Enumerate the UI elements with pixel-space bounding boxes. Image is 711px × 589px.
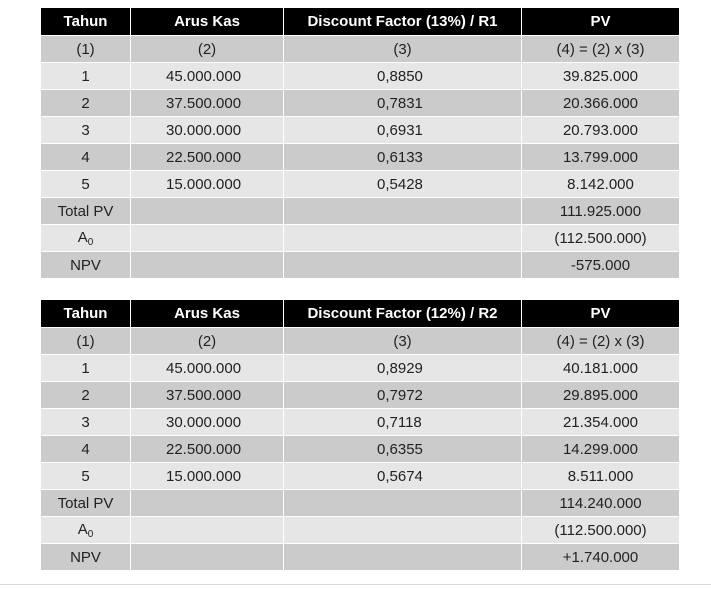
- cell-tahun: 1: [41, 63, 131, 90]
- table-row: [41, 382, 680, 409]
- cell-arus-kas: 22.500.000: [131, 436, 284, 463]
- table-row: [41, 436, 680, 463]
- cell-tahun: 1: [41, 355, 131, 382]
- cell-discount-factor: 0,8929: [284, 355, 522, 382]
- cell-pv: 8.511.000: [522, 463, 680, 490]
- divider-line: [0, 584, 711, 585]
- cell-tahun: 3: [41, 117, 131, 144]
- cell-arus-kas: 37.500.000: [131, 90, 284, 117]
- table-row: [41, 409, 680, 436]
- cell-pv: 13.799.000: [522, 144, 680, 171]
- cell-arus-kas: 30.000.000: [131, 117, 284, 144]
- a0-subscript: 0: [87, 236, 94, 248]
- empty-cell: [284, 490, 522, 517]
- cell-discount-factor: 0,5674: [284, 463, 522, 490]
- cell-pv: 29.895.000: [522, 382, 680, 409]
- cell-discount-factor: 0,6931: [284, 117, 522, 144]
- a0-value: (112.500.000): [522, 225, 680, 252]
- table-row: [41, 117, 680, 144]
- total-pv-row: [41, 490, 680, 517]
- header-pv: PV: [522, 8, 680, 36]
- cell-discount-factor: 0,5428: [284, 171, 522, 198]
- a0-letter: A: [77, 520, 88, 538]
- cell-discount-factor: 0,6355: [284, 436, 522, 463]
- empty-cell: [284, 252, 522, 279]
- cell-discount-factor: 0,8850: [284, 63, 522, 90]
- empty-cell: [284, 198, 522, 225]
- cell-pv: 39.825.000: [522, 63, 680, 90]
- index-row: [41, 36, 680, 63]
- header-arus-kas: Arus Kas: [131, 8, 284, 36]
- table-row: [41, 171, 680, 198]
- a0-label: [41, 517, 131, 544]
- cell-tahun: 2: [41, 382, 131, 409]
- total-pv-value: 111.925.000: [522, 198, 680, 225]
- cell-pv: 14.299.000: [522, 436, 680, 463]
- cell-arus-kas: 15.000.000: [131, 463, 284, 490]
- table-row: [41, 63, 680, 90]
- empty-cell: [131, 198, 284, 225]
- header-pv: PV: [522, 300, 680, 328]
- cell-tahun: 5: [41, 463, 131, 490]
- cell: (3): [284, 36, 522, 63]
- cell: (1): [41, 36, 131, 63]
- index-row: [41, 328, 680, 355]
- table-row: [41, 90, 680, 117]
- a0-row: [41, 225, 680, 252]
- cell: (1): [41, 328, 131, 355]
- npv-row: [41, 544, 680, 571]
- total-pv-label: Total PV: [41, 198, 131, 225]
- a0-letter: A: [77, 228, 88, 246]
- a0-value: (112.500.000): [522, 517, 680, 544]
- cell-arus-kas: 45.000.000: [131, 355, 284, 382]
- empty-cell: [131, 225, 284, 252]
- cell-discount-factor: 0,6133: [284, 144, 522, 171]
- header-discount-factor: Discount Factor (13%) / R1: [284, 8, 522, 36]
- cell-arus-kas: 22.500.000: [131, 144, 284, 171]
- cell-tahun: 3: [41, 409, 131, 436]
- cell-arus-kas: 45.000.000: [131, 63, 284, 90]
- a0-subscript: 0: [87, 528, 94, 540]
- cell-pv: 40.181.000: [522, 355, 680, 382]
- cell-arus-kas: 37.500.000: [131, 382, 284, 409]
- table-row: [41, 144, 680, 171]
- cell-pv: 21.354.000: [522, 409, 680, 436]
- npv-value: -575.000: [522, 252, 680, 279]
- table-row: [41, 355, 680, 382]
- cell-tahun: 5: [41, 171, 131, 198]
- header-tahun: Tahun: [41, 300, 131, 328]
- cell-tahun: 4: [41, 144, 131, 171]
- cell-discount-factor: 0,7972: [284, 382, 522, 409]
- header-discount-factor: Discount Factor (12%) / R2: [284, 300, 522, 328]
- header-row: [41, 8, 680, 36]
- cell-discount-factor: 0,7118: [284, 409, 522, 436]
- a0-row: [41, 517, 680, 544]
- npv-value: +1.740.000: [522, 544, 680, 571]
- total-pv-row: [41, 198, 680, 225]
- total-pv-label: Total PV: [41, 490, 131, 517]
- cell: (4) = (2) x (3): [522, 328, 680, 355]
- cell: (2): [131, 328, 284, 355]
- cell-pv: 20.366.000: [522, 90, 680, 117]
- header-tahun: Tahun: [41, 8, 131, 36]
- empty-cell: [131, 490, 284, 517]
- npv-row: [41, 252, 680, 279]
- empty-cell: [284, 225, 522, 252]
- cell-tahun: 4: [41, 436, 131, 463]
- empty-cell: [131, 544, 284, 571]
- header-arus-kas: Arus Kas: [131, 300, 284, 328]
- cell: (4) = (2) x (3): [522, 36, 680, 63]
- empty-cell: [131, 517, 284, 544]
- table-row: [41, 463, 680, 490]
- cell-tahun: 2: [41, 90, 131, 117]
- cell-pv: 20.793.000: [522, 117, 680, 144]
- empty-cell: [284, 544, 522, 571]
- a0-label: [41, 225, 131, 252]
- cell-arus-kas: 30.000.000: [131, 409, 284, 436]
- npv-table-r2: [40, 299, 680, 571]
- header-row: [41, 300, 680, 328]
- npv-label: NPV: [41, 252, 131, 279]
- cell-arus-kas: 15.000.000: [131, 171, 284, 198]
- total-pv-value: 114.240.000: [522, 490, 680, 517]
- cell-discount-factor: 0,7831: [284, 90, 522, 117]
- npv-table-r1: [40, 7, 680, 279]
- empty-cell: [284, 517, 522, 544]
- npv-label: NPV: [41, 544, 131, 571]
- cell: (3): [284, 328, 522, 355]
- cell-pv: 8.142.000: [522, 171, 680, 198]
- empty-cell: [131, 252, 284, 279]
- cell: (2): [131, 36, 284, 63]
